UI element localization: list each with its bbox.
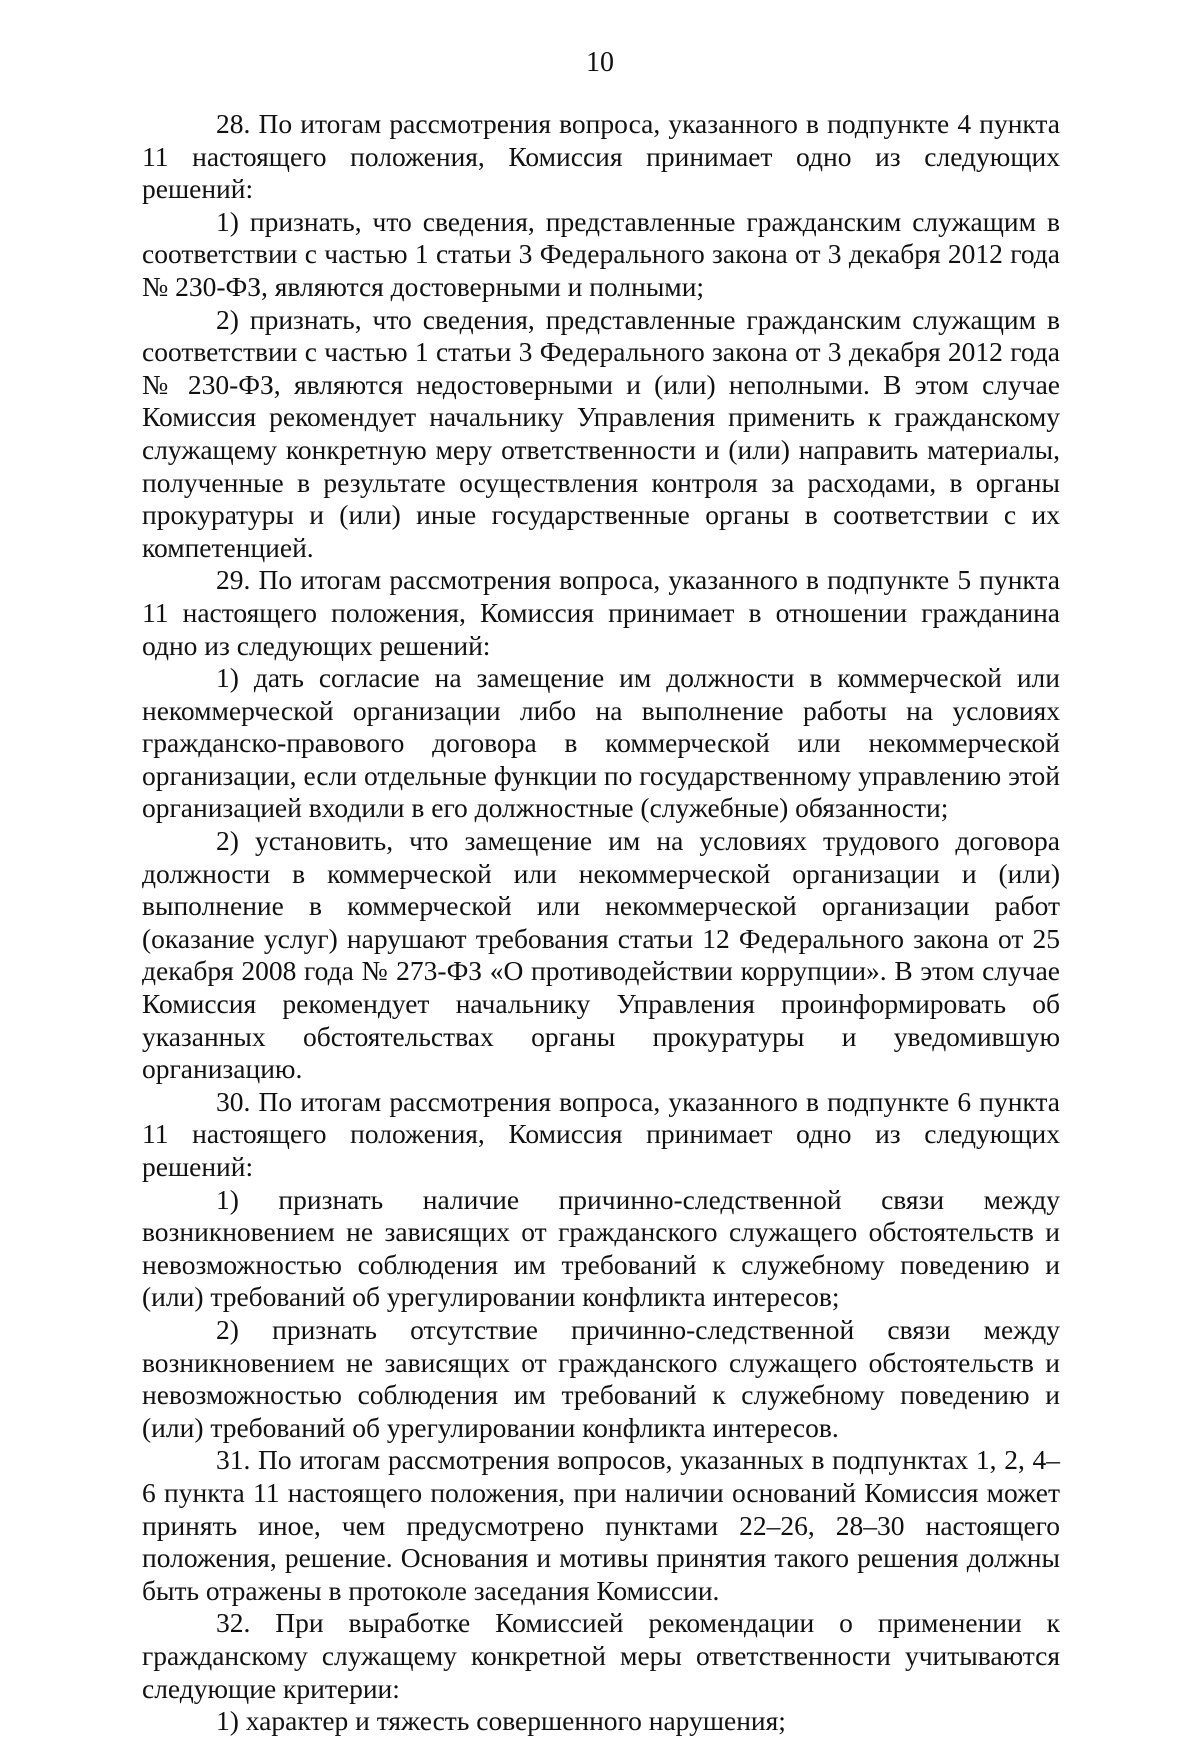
paragraph-30: 30. По итогам рассмотрения вопроса, указанного в подпункте 6 пункта 11 настоящего положения, Комиссия принимает одно из следующих решений: <box>142 1085 1060 1182</box>
document-body <box>142 108 1060 1738</box>
paragraph-30-item-1: 1) признать наличие причинно-следственной связи между возникновением не зависящих от гражданского служащего обстоятельств и невозможностью соблюдения им требований к служебному поведению и (или) требований об урегулировании конфликта интересов; <box>142 1183 1060 1313</box>
paragraph-29: 29. По итогам рассмотрения вопроса, указанного в подпункте 5 пункта 11 настоящего положения, Комиссия принимает в отношении гражданина одно из следующих решений: <box>142 564 1060 661</box>
paragraph-28-item-1: 1) признать, что сведения, представленные гражданским служащим в соответствии с частью 1 статьи 3 Федерального закона от 3 декабря 2012 года № 230-ФЗ, являются достоверными и полными; <box>142 205 1060 302</box>
page-number: 10 <box>586 47 614 78</box>
paragraph-30-item-2: 2) признать отсутствие причинно-следственной связи между возникновением не зависящих от гражданского служащего обстоятельств и невозможностью соблюдения им требований к служебному поведению и (или) требований об урегулировании конфликта интересов. <box>142 1313 1060 1443</box>
paragraph-29-item-1: 1) дать согласие на замещение им должности в коммерческой или некоммерческой организации либо на выполнение работы на условиях гражданско-правового договора в коммерческой или некоммерческой организации, если отдельные функции по государственному управлению этой организацией входили в его должностные (служебные) обязанности; <box>142 662 1060 824</box>
paragraph-28-item-2: 2) признать, что сведения, представленные гражданским служащим в соответствии с частью 1 статьи 3 Федерального закона от 3 декабря 2012 года № 230-ФЗ, являются недостоверными и (или) неполными. В этом случае Комиссия рекомендует начальнику Управления применить к гражданскому служащему конкретную меру ответственности и (или) направить материалы, полученные в результате осуществления контроля за расходами, в органы прокуратуры и (или) иные государственные органы в соответствии с их компетенцией. <box>142 303 1060 563</box>
paragraph-28: 28. По итогам рассмотрения вопроса, указанного в подпункте 4 пункта 11 настоящего положения, Комиссия принимает одно из следующих решений: <box>142 108 1060 205</box>
paragraph-31: 31. По итогам рассмотрения вопросов, указанных в подпунктах 1, 2, 4–6 пункта 11 настоящего положения, при наличии оснований Комиссия может принять иное, чем предусмотрено пунктами 22–26, 28–30 настоящего положения, решение. Основания и мотивы принятия такого решения должны быть отражены в протоколе заседания Комиссии. <box>142 1444 1060 1606</box>
paragraph-29-item-2: 2) установить, что замещение им на условиях трудового договора должности в коммерческой или некоммерческой организации и (или) выполнение в коммерческой или некоммерческой организации работ (оказание услуг) нарушают требования статьи 12 Федерального закона от 25 декабря 2008 года № 273-ФЗ «О противодействии коррупции». В этом случае Комиссия рекомендует начальнику Управления проинформировать об указанных обстоятельствах органы прокуратуры и уведомившую организацию. <box>142 825 1060 1085</box>
paragraph-32: 32. При выработке Комиссией рекомендации о применении к гражданскому служащему конкретной меры ответственности учитываются следующие критерии: <box>142 1607 1060 1704</box>
paragraph-32-item-1: 1) характер и тяжесть совершенного нарушения; <box>216 1705 786 1737</box>
